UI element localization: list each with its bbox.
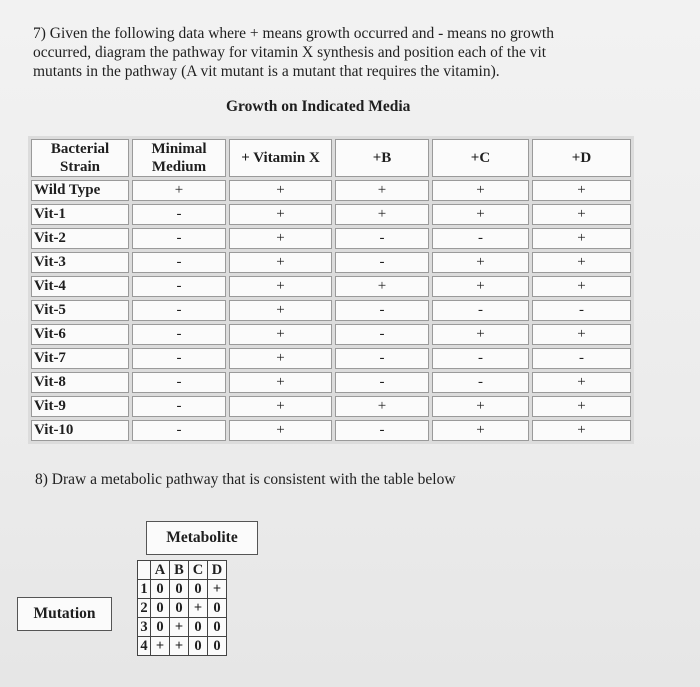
growth-cell: - bbox=[335, 300, 429, 321]
growth-cell: + bbox=[229, 204, 332, 225]
growth-cell: - bbox=[132, 348, 226, 369]
table-row bbox=[31, 276, 631, 297]
metabolite-cell: 0 bbox=[208, 599, 227, 618]
growth-cell: + bbox=[432, 420, 529, 441]
growth-cell: - bbox=[432, 300, 529, 321]
growth-cell: + bbox=[229, 300, 332, 321]
header-vitamin-x: + Vitamin X bbox=[229, 139, 332, 177]
metabolite-cell: 0 bbox=[208, 637, 227, 656]
table-row bbox=[31, 348, 631, 369]
table-row bbox=[31, 420, 631, 441]
table-row bbox=[31, 300, 631, 321]
growth-cell: + bbox=[229, 324, 332, 345]
metabolite-cell: 0 bbox=[189, 580, 208, 599]
strain-name: Vit-10 bbox=[31, 420, 129, 441]
growth-cell: + bbox=[229, 372, 332, 393]
growth-cell: + bbox=[432, 396, 529, 417]
growth-cell: - bbox=[335, 324, 429, 345]
metabolite-cell: + bbox=[189, 599, 208, 618]
growth-cell: - bbox=[132, 324, 226, 345]
metabolite-column-header: C bbox=[189, 561, 208, 580]
header-plus-b: +B bbox=[335, 139, 429, 177]
metabolite-label: Metabolite bbox=[166, 529, 238, 546]
growth-cell: + bbox=[335, 396, 429, 417]
strain-name: Vit-1 bbox=[31, 204, 129, 225]
strain-name: Vit-6 bbox=[31, 324, 129, 345]
table-row bbox=[31, 228, 631, 249]
growth-cell: - bbox=[132, 372, 226, 393]
corner-cell bbox=[138, 561, 151, 580]
table-row bbox=[31, 372, 631, 393]
growth-cell: + bbox=[229, 420, 332, 441]
header-plus-c: +C bbox=[432, 139, 529, 177]
table-row bbox=[138, 618, 227, 637]
growth-table-header-row bbox=[31, 139, 631, 177]
metabolite-cell: + bbox=[151, 637, 170, 656]
metabolite-column-header: A bbox=[151, 561, 170, 580]
strain-name: Vit-3 bbox=[31, 252, 129, 273]
growth-cell: + bbox=[532, 396, 631, 417]
growth-cell: + bbox=[532, 204, 631, 225]
metabolite-column-header: D bbox=[208, 561, 227, 580]
growth-cell: + bbox=[229, 348, 332, 369]
growth-cell: + bbox=[532, 420, 631, 441]
growth-cell: + bbox=[229, 396, 332, 417]
header-minimal-medium: Minimal Medium bbox=[132, 139, 226, 177]
table-row bbox=[31, 180, 631, 201]
growth-cell: + bbox=[335, 180, 429, 201]
growth-cell: - bbox=[132, 276, 226, 297]
metabolite-cell: 0 bbox=[151, 599, 170, 618]
table-row bbox=[138, 580, 227, 599]
growth-cell: - bbox=[335, 348, 429, 369]
growth-cell: - bbox=[335, 228, 429, 249]
mutation-number: 1 bbox=[138, 580, 151, 599]
strain-name: Wild Type bbox=[31, 180, 129, 201]
metabolite-cell: 0 bbox=[189, 618, 208, 637]
metabolite-cell: + bbox=[170, 637, 189, 656]
growth-cell: + bbox=[532, 276, 631, 297]
header-plus-d: +D bbox=[532, 139, 631, 177]
metabolite-cell: 0 bbox=[170, 599, 189, 618]
growth-cell: + bbox=[229, 276, 332, 297]
mutation-label-box bbox=[17, 597, 112, 631]
growth-cell: + bbox=[532, 180, 631, 201]
growth-cell: - bbox=[335, 372, 429, 393]
table-row bbox=[31, 396, 631, 417]
growth-cell: + bbox=[432, 252, 529, 273]
question-8-text: 8) Draw a metabolic pathway that is consistent with the table below bbox=[35, 471, 456, 488]
growth-cell: - bbox=[432, 348, 529, 369]
metabolite-label-box bbox=[146, 521, 258, 555]
growth-cell: + bbox=[335, 276, 429, 297]
strain-name: Vit-4 bbox=[31, 276, 129, 297]
table-row bbox=[138, 599, 227, 618]
strain-name: Vit-7 bbox=[31, 348, 129, 369]
table-row bbox=[31, 252, 631, 273]
growth-cell: + bbox=[432, 180, 529, 201]
growth-cell: - bbox=[132, 228, 226, 249]
growth-cell: + bbox=[229, 228, 332, 249]
strain-name: Vit-5 bbox=[31, 300, 129, 321]
strain-name: Vit-8 bbox=[31, 372, 129, 393]
growth-cell: - bbox=[132, 396, 226, 417]
growth-cell: - bbox=[432, 372, 529, 393]
growth-cell: + bbox=[132, 180, 226, 201]
metabolite-column-header: B bbox=[170, 561, 189, 580]
table-row bbox=[138, 637, 227, 656]
growth-table-title: Growth on Indicated Media bbox=[226, 98, 411, 115]
metabolite-header-row bbox=[138, 561, 227, 580]
growth-cell: + bbox=[432, 204, 529, 225]
metabolite-cell: 0 bbox=[151, 618, 170, 637]
growth-cell: + bbox=[432, 324, 529, 345]
header-bacterial-strain: Bacterial Strain bbox=[31, 139, 129, 177]
strain-name: Vit-2 bbox=[31, 228, 129, 249]
growth-table bbox=[28, 136, 634, 444]
growth-cell: + bbox=[432, 276, 529, 297]
growth-cell: + bbox=[532, 372, 631, 393]
table-row bbox=[31, 324, 631, 345]
growth-cell: - bbox=[132, 420, 226, 441]
metabolite-cell: + bbox=[170, 618, 189, 637]
growth-cell: - bbox=[132, 300, 226, 321]
growth-cell: + bbox=[532, 324, 631, 345]
question-7-text: 7) Given the following data where + means growth occurred and - means no growth occurred, diagram the pathway for vitamin X synthesis and position each of the vit mutants in the pathway (A vit mutant is a mutant that requires the vitamin). bbox=[33, 25, 554, 80]
metabolite-table bbox=[137, 560, 227, 656]
growth-cell: - bbox=[432, 228, 529, 249]
growth-cell: - bbox=[132, 204, 226, 225]
metabolite-cell: 0 bbox=[170, 580, 189, 599]
table-row bbox=[31, 204, 631, 225]
metabolite-cell: 0 bbox=[208, 618, 227, 637]
growth-cell: - bbox=[532, 348, 631, 369]
metabolite-cell: 0 bbox=[151, 580, 170, 599]
metabolite-cell: + bbox=[208, 580, 227, 599]
growth-cell: + bbox=[229, 252, 332, 273]
growth-cell: + bbox=[229, 180, 332, 201]
growth-cell: - bbox=[532, 300, 631, 321]
growth-cell: - bbox=[335, 252, 429, 273]
mutation-label: Mutation bbox=[33, 605, 96, 622]
strain-name: Vit-9 bbox=[31, 396, 129, 417]
mutation-number: 4 bbox=[138, 637, 151, 656]
growth-cell: + bbox=[532, 252, 631, 273]
mutation-number: 3 bbox=[138, 618, 151, 637]
metabolite-cell: 0 bbox=[189, 637, 208, 656]
growth-cell: + bbox=[532, 228, 631, 249]
growth-cell: + bbox=[335, 204, 429, 225]
growth-cell: - bbox=[335, 420, 429, 441]
growth-cell: - bbox=[132, 252, 226, 273]
mutation-number: 2 bbox=[138, 599, 151, 618]
